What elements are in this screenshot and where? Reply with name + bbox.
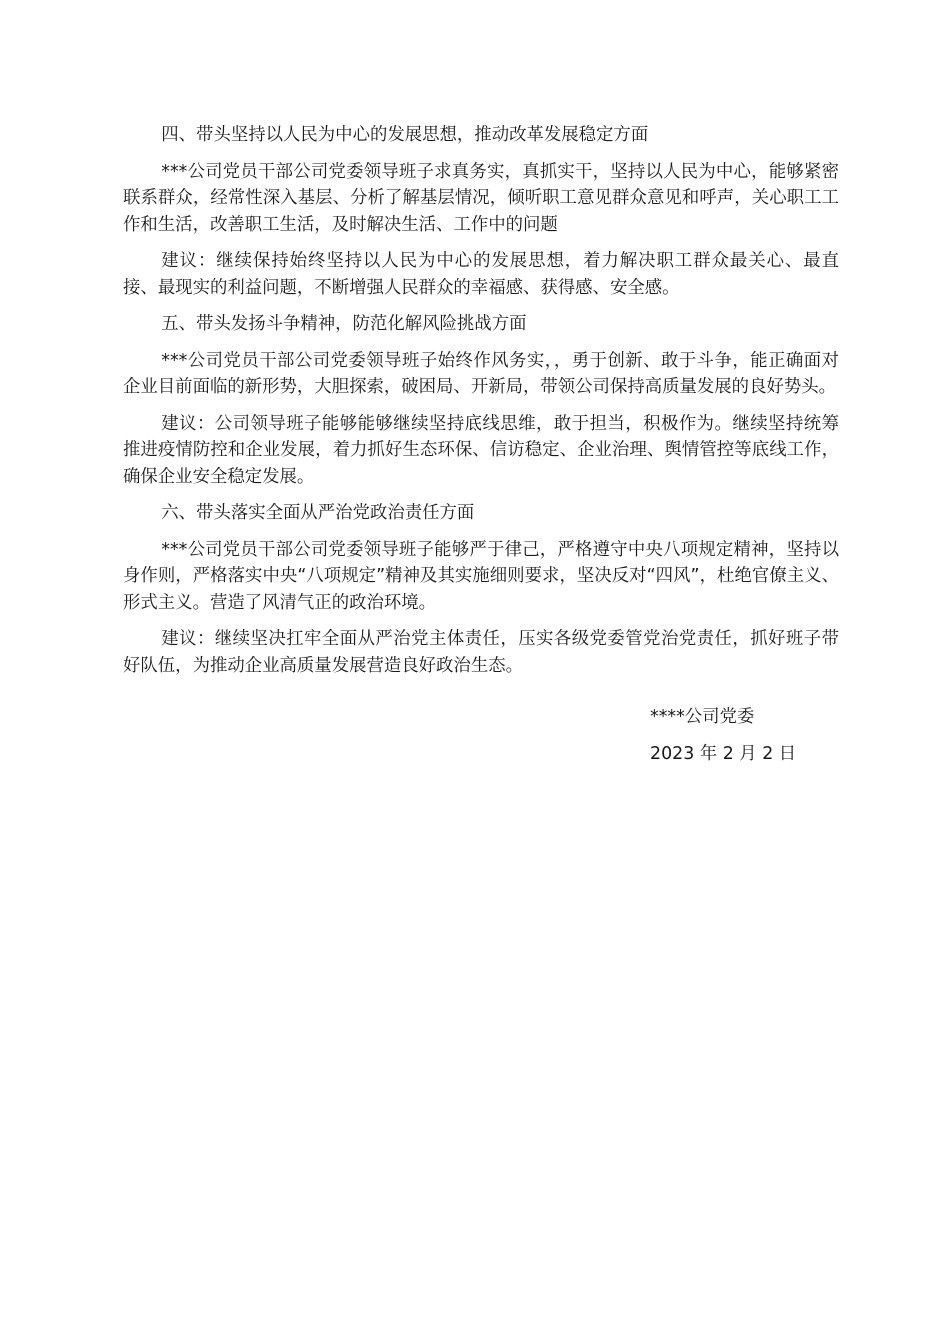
- section-6-body: ***公司党员干部公司党委领导班子能够严于律己，严格遵守中央八项规定精神，坚持以身作则，严格落实中央“八项规定”精神及其实施细则要求，坚决反对“四风”，杜绝官僚主义、形式主义。营造了风清气正的政治环境。: [123, 539, 839, 613]
- section-4-suggestion: 建议：继续保持始终坚持以人民为中心的发展思想，着力解决职工群众最关心、最直接、最现实的利益问题，不断增强人民群众的幸福感、获得感、安全感。: [123, 251, 839, 298]
- document-body: [123, 122, 839, 689]
- section-5-suggestion: 建议：公司领导班子能够能够继续坚持底线思维，敢于担当，积极作为。继续坚持统筹推进疫情防控和企业发展，着力抓好生态环保、信访稳定、企业治理、舆情管控等底线工作，确保企业安全稳定发展。: [123, 413, 839, 487]
- signature-organization: ****公司党委: [650, 707, 755, 727]
- signature-date: 2023 年 2 月 2 日: [650, 744, 797, 764]
- section-6-suggestion: 建议：继续坚决扛牢全面从严治党主体责任，压实各级党委管党治党责任，抓好班子带好队伍，为推动企业高质量发展营造良好政治生态。: [123, 629, 839, 676]
- section-5-body: ***公司党员干部公司党委领导班子始终作风务实，，勇于创新、敢于斗争，能正确面对企业目前面临的新形势，大胆探索，破困局、开新局，带领公司保持高质量发展的良好势头。: [123, 350, 839, 397]
- section-heading-5: 五、带头发扬斗争精神，防范化解风险挑战方面: [161, 314, 527, 334]
- section-heading-6: 六、带头落实全面从严治党政治责任方面: [161, 503, 475, 523]
- section-4-body: ***公司党员干部公司党委领导班子求真务实，真抓实干，坚持以人民为中心，能够紧密联系群众，经常性深入基层、分析了解基层情况，倾听职工意见群众意见和呼声，关心职工工作和生活，改善职工生活，及时解决生活、工作中的问题: [123, 161, 839, 235]
- section-heading-4: 四、带头坚持以人民为中心的发展思想，推动改革发展稳定方面: [161, 125, 649, 145]
